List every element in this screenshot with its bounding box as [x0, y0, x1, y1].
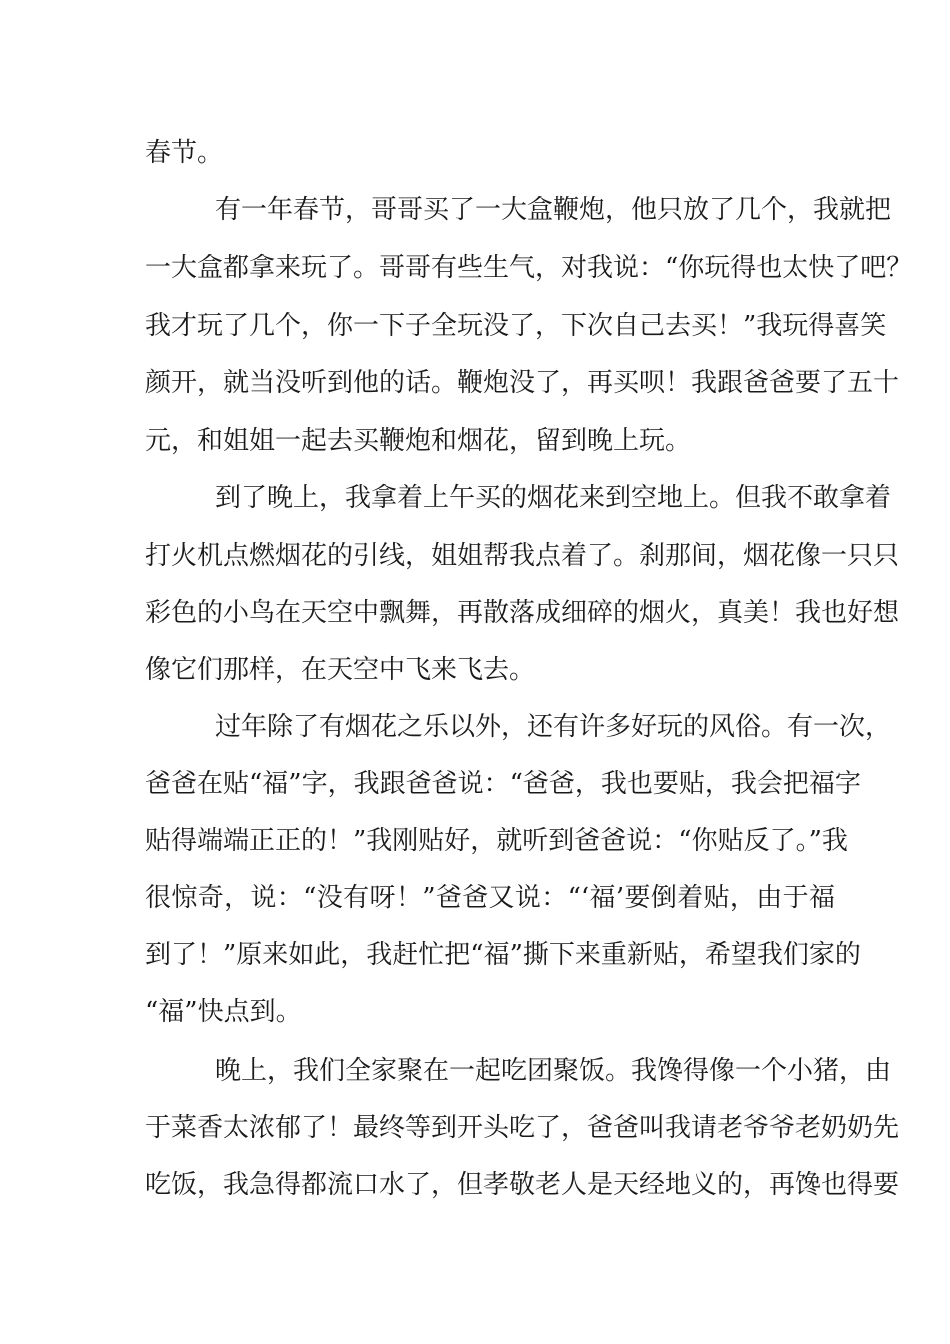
text-line: 元，和姐姐一起去买鞭炮和烟花，留到晚上玩。 — [145, 426, 692, 456]
paragraph-first-line: 过年除了有烟花之乐以外，还有许多好玩的风俗。有一次， — [215, 712, 892, 742]
text-line: 很惊奇，说：“没有呀！”爸爸又说：“‘福’要倒着贴，由于福 — [145, 883, 835, 913]
text-line: 贴得端端正正的！”我刚贴好，就听到爸爸说：“你贴反了。”我 — [145, 826, 848, 856]
text-line: 彩色的小鸟在天空中飘舞，再散落成细碎的烟火，真美！我也好想 — [145, 598, 900, 628]
text-line: 像它们那样，在天空中飞来飞去。 — [145, 655, 536, 685]
text-line: 我才玩了几个，你一下子全玩没了，下次自己去买！”我玩得喜笑 — [145, 311, 887, 341]
text-line: 爸爸在贴“福”字，我跟爸爸说：“爸爸，我也要贴，我会把福字 — [145, 769, 861, 799]
text-line: 一大盒都拿来玩了。哥哥有些生气，对我说：“你玩得也太快了吧？ — [145, 253, 913, 283]
text-line: 到了！”原来如此，我赶忙把“福”撕下来重新贴，希望我们家的 — [145, 940, 861, 970]
paragraph-first-line: 晚上，我们全家聚在一起吃团聚饭。我馋得像一个小猪，由 — [215, 1056, 892, 1086]
text-line: 颜开，就当没听到他的话。鞭炮没了，再买呗！我跟爸爸要了五十 — [145, 368, 900, 398]
text-line: 吃饭，我急得都流口水了，但孝敬老人是天经地义的，再馋也得要 — [145, 1170, 900, 1200]
paragraph-first-line: 到了晚上，我拿着上午买的烟花来到空地上。但我不敢拿着 — [215, 483, 892, 513]
text-line: 于菜香太浓郁了！最终等到开头吃了，爸爸叫我请老爷爷老奶奶先 — [145, 1113, 900, 1143]
text-line: “福”快点到。 — [145, 997, 302, 1027]
text-line: 春节。 — [145, 138, 224, 168]
text-line: 打火机点燃烟花的引线，姐姐帮我点着了。刹那间，烟花像一只只 — [145, 541, 900, 571]
paragraph-first-line: 有一年春节，哥哥买了一大盒鞭炮，他只放了几个，我就把 — [215, 195, 892, 225]
